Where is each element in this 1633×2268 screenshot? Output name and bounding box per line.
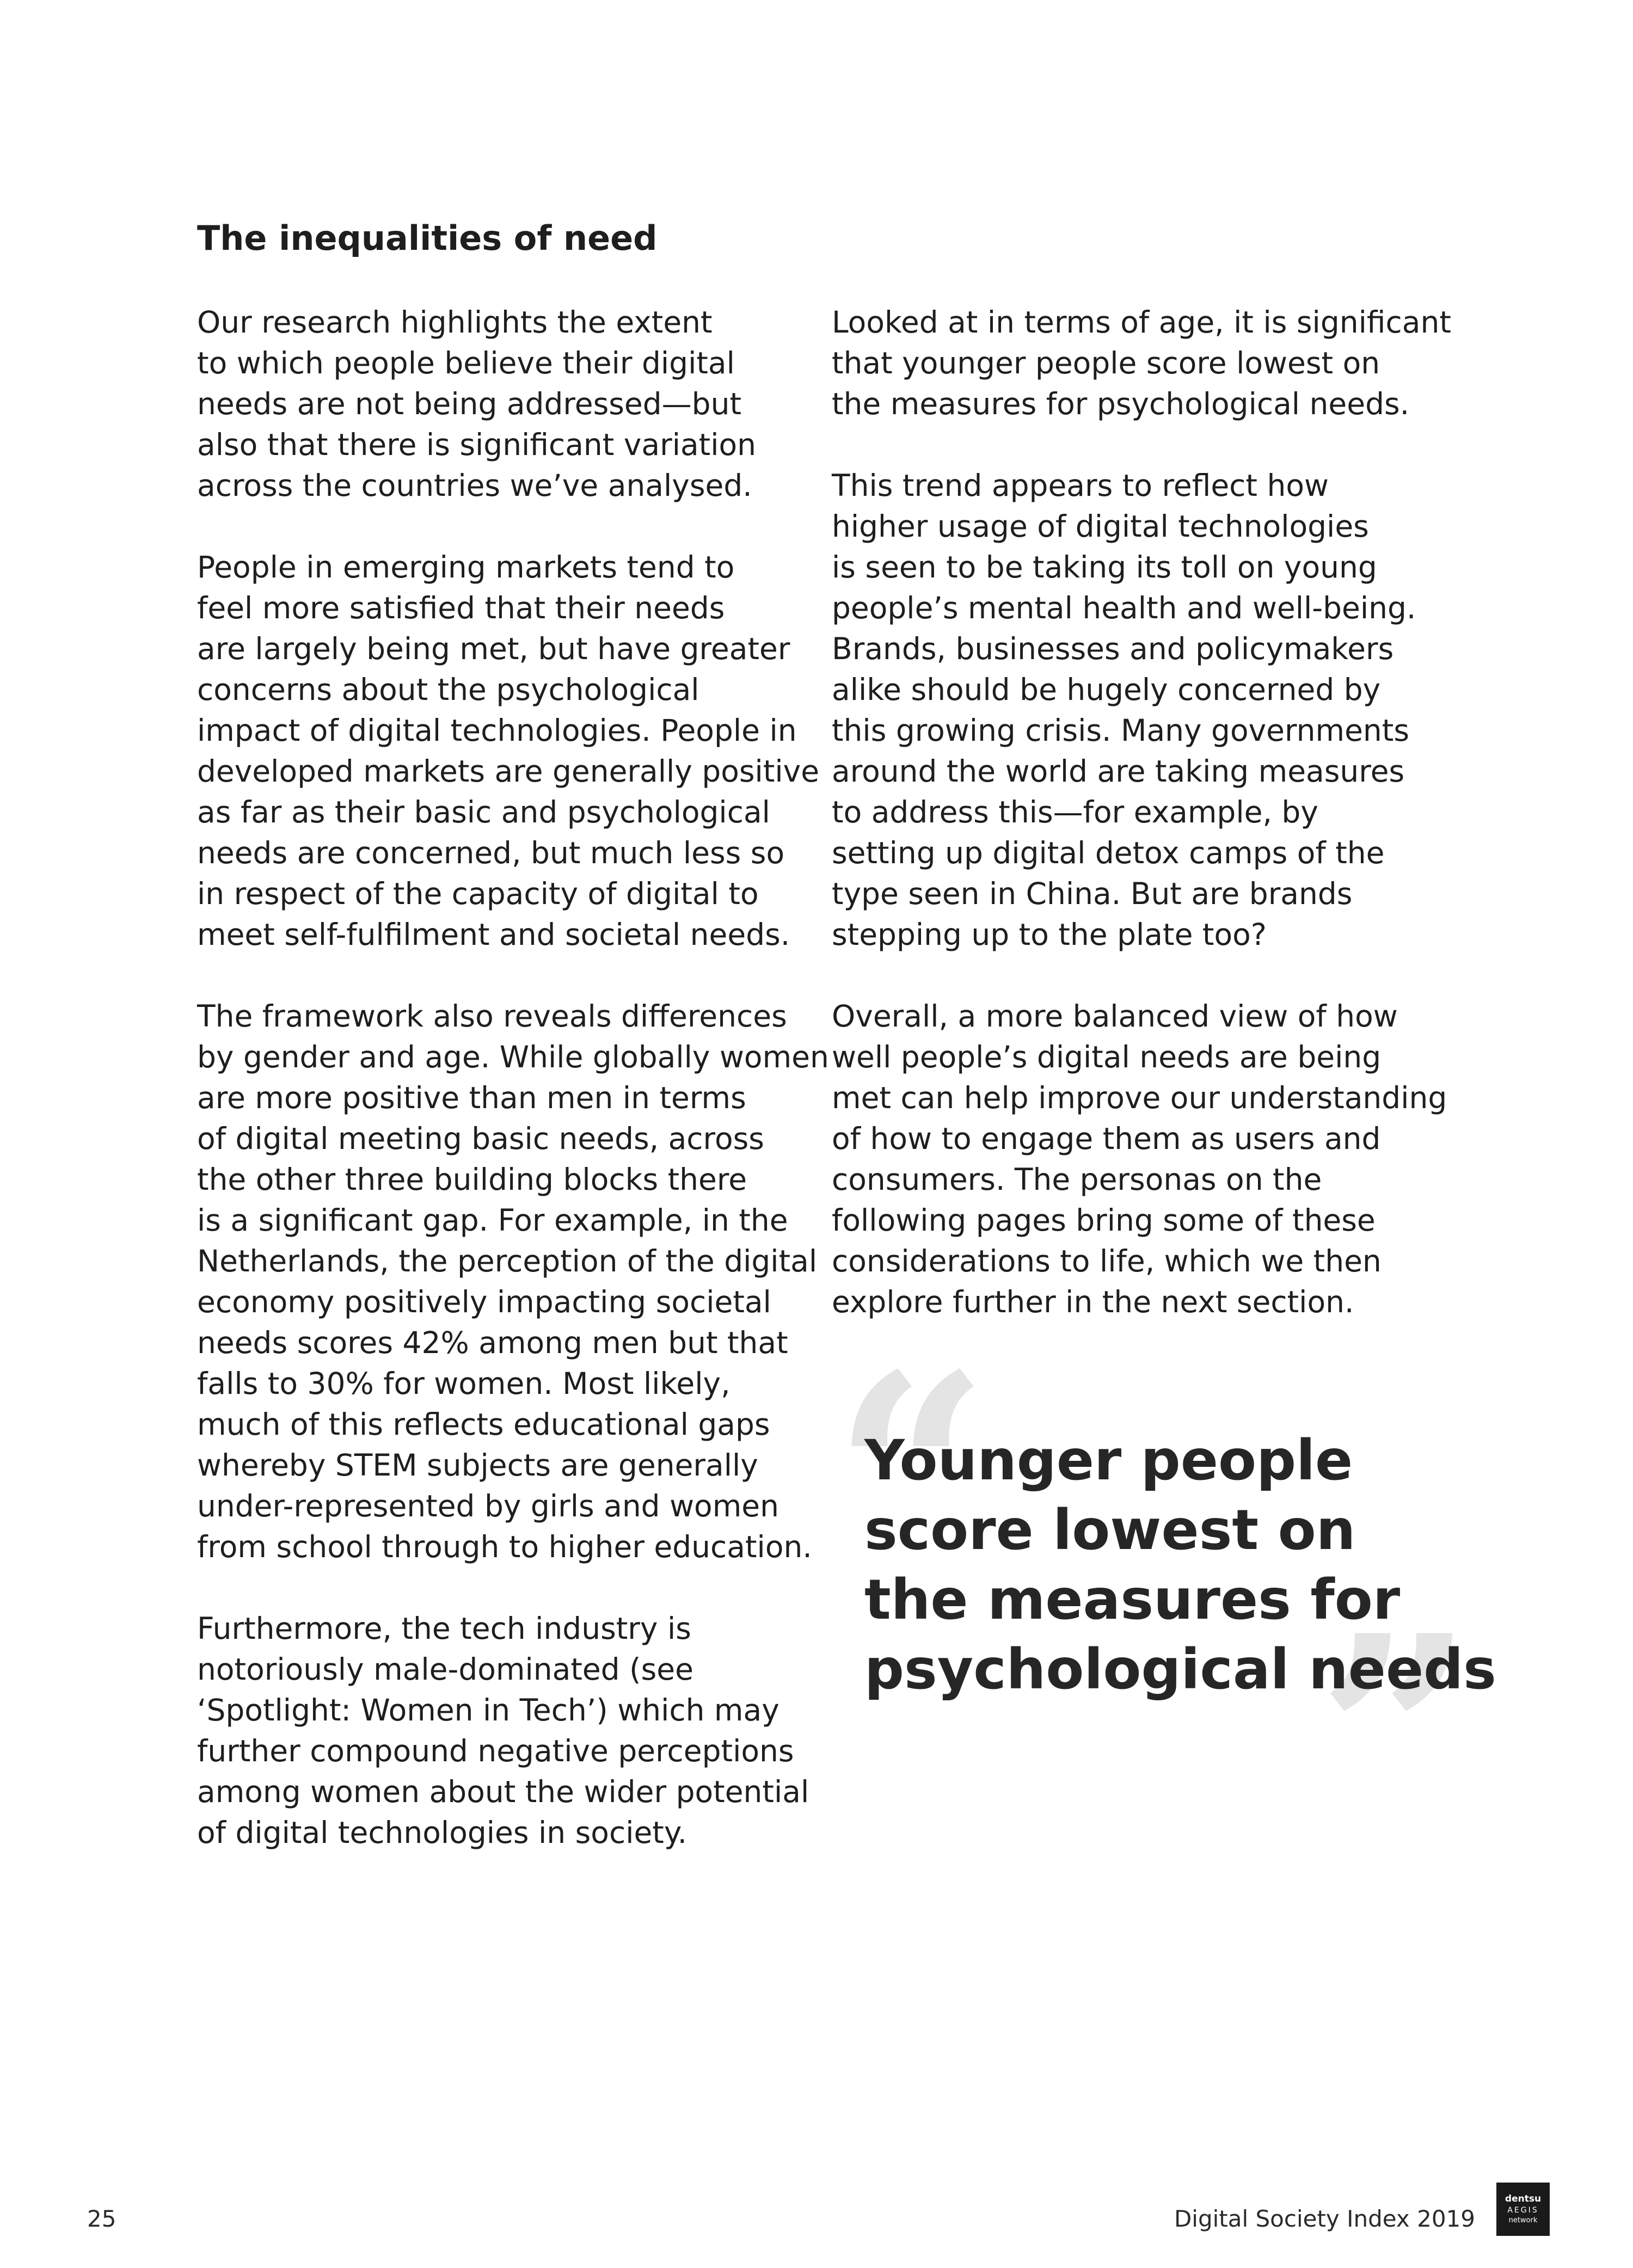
text-line: falls to 30% for women. Most likely, [197,1366,730,1401]
pull-quote [833,1315,1496,1896]
text-line: are largely being met, but have greater [197,631,790,666]
paragraph [832,302,1474,425]
logo-text-aegis: AEGIS [1507,2206,1539,2215]
text-line: Looked at in terms of age, it is significant [832,305,1451,340]
pull-quote-line: psychological needs [864,1637,1496,1702]
text-line: impact of digital technologies. People in [197,713,797,748]
text-line: that younger people score lowest on [832,346,1380,380]
paragraph [197,302,812,506]
text-line: needs are concerned, but much less so [197,835,785,870]
text-line: among women about the wider potential [197,1774,809,1809]
text-line: in respect of the capacity of digital to [197,876,759,911]
text-line: around the world are taking measures [832,754,1405,789]
text-line: the other three building blocks there [197,1162,747,1197]
text-line: further compound negative perceptions [197,1734,794,1768]
text-line: also that there is significant variation [197,427,757,462]
text-line: across the countries we’ve analysed. [197,468,752,503]
text-line: whereby STEM subjects are generally [197,1448,758,1483]
text-line: economy positively impacting societal [197,1284,771,1319]
pull-quote-line: score lowest on [864,1498,1356,1563]
text-line: Overall, a more balanced view of how [832,999,1398,1034]
text-line: People in emerging markets tend to [197,550,735,585]
logo-text-network: network [1508,2216,1538,2224]
text-line: ‘Spotlight: Women in Tech’) which may [197,1693,779,1728]
text-line: This trend appears to reflect how [832,468,1329,503]
text-line: type seen in China. But are brands [832,876,1353,911]
publication-title: Digital Society Index 2019 [1174,2205,1475,2232]
text-line: higher usage of digital technologies [832,509,1369,544]
text-line: feel more satisfied that their needs [197,591,725,625]
paragraph [832,996,1474,1323]
pull-quote-text [864,1426,1496,1705]
text-line: The framework also reveals differences [197,999,787,1034]
text-line: is seen to be taking its toll on young [832,550,1377,585]
text-line: consumers. The personas on the [832,1162,1322,1197]
text-line: of digital technologies in society. [197,1815,687,1850]
text-line: of digital meeting basic needs, across [197,1121,764,1156]
text-line: of how to engage them as users and [832,1121,1381,1156]
text-line: needs scores 42% among men but that [197,1325,788,1360]
text-line: following pages bring some of these [832,1203,1376,1238]
paragraph [197,547,820,955]
paragraph [197,1608,812,1853]
text-line: Our research highlights the extent [197,305,713,340]
text-line: are more positive than men in terms [197,1080,746,1115]
paragraph [197,996,829,1568]
text-line: the measures for psychological needs. [832,386,1410,421]
text-line: to which people believe their digital [197,346,735,380]
text-line: to address this—for example, by [832,795,1318,829]
text-line: Furthermore, the tech industry is [197,1611,691,1646]
text-line: setting up digital detox camps of the [832,835,1385,870]
text-line: by gender and age. While globally women [197,1040,829,1074]
page-title: The inequalities of need [197,218,658,258]
right-column [832,302,1474,1363]
close-quote-icon: ” [1317,1576,1474,1896]
text-line: Brands, businesses and policymakers [832,631,1394,666]
pull-quote-line: the measures for [864,1568,1401,1632]
text-line: well people’s digital needs are being [832,1040,1382,1074]
left-column [197,302,829,1894]
text-line: meet self-fulfilment and societal needs. [197,917,790,952]
text-line: people’s mental health and well-being. [832,591,1416,625]
page-number: 25 [87,2205,116,2232]
open-quote-icon: “ [833,1315,990,1634]
text-line: stepping up to the plate too? [832,917,1267,952]
text-line: Netherlands, the perception of the digital [197,1244,818,1279]
pull-quote-line: Younger people [864,1428,1353,1493]
text-line: this growing crisis. Many governments [832,713,1410,748]
text-line: alike should be hugely concerned by [832,672,1381,707]
dentsu-aegis-logo [1496,2183,1550,2236]
logo-text-dentsu: dentsu [1505,2193,1542,2204]
text-line: as far as their basic and psychological [197,795,770,829]
paragraph [832,465,1474,955]
text-line: notoriously male-dominated (see [197,1652,693,1687]
text-line: needs are not being addressed—but [197,386,742,421]
text-line: developed markets are generally positive [197,754,820,789]
text-line: concerns about the psychological [197,672,699,707]
text-line: is a significant gap. For example, in the [197,1203,788,1238]
text-line: explore further in the next section. [832,1284,1354,1319]
text-line: much of this reflects educational gaps [197,1407,770,1442]
text-line: considerations to life, which we then [832,1244,1382,1279]
text-line: from school through to higher education. [197,1529,812,1564]
text-line: under-represented by girls and women [197,1489,779,1523]
text-line: met can help improve our understanding [832,1080,1447,1115]
